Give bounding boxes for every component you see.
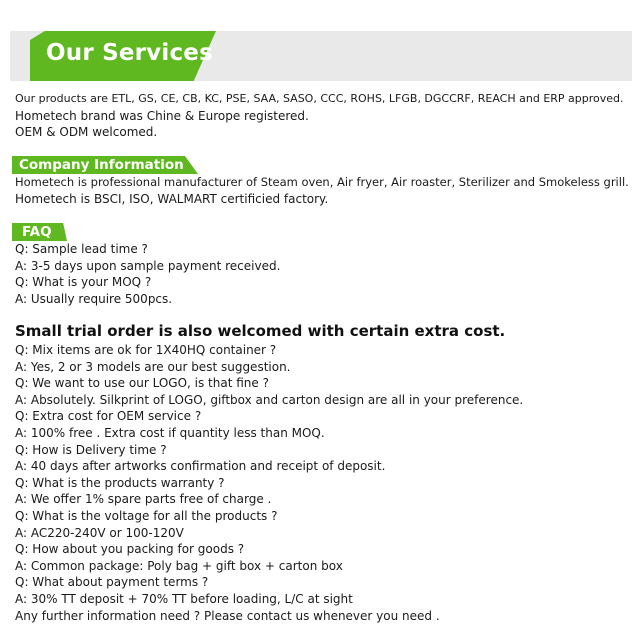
trial-line: A: 40 days after artworks confirmation and receipt of deposit.	[15, 459, 386, 474]
company-text	[15, 174, 629, 207]
trial-line: A: AC220-240V or 100-120V	[15, 525, 184, 540]
trial-line: Q: How is Delivery time ?	[15, 442, 167, 457]
services-line: Hometech brand was Chine & Europe registered.	[15, 108, 309, 123]
trial-line: A: Common package: Poly bag + gift box + carton box	[15, 558, 343, 573]
services-line: OEM & ODM welcomed.	[15, 125, 158, 140]
trial-line: A: 30% TT deposit + 70% TT before loading, L/C at sight	[15, 591, 353, 606]
trial-heading: Small trial order is also welcomed with certain extra cost.	[15, 322, 506, 340]
trial-line: Q: What is the products warranty ?	[15, 475, 225, 490]
trial-line: Any further information need ? Please contact us whenever you need .	[15, 608, 440, 623]
faq-line: A: Usually require 500pcs.	[15, 291, 173, 306]
trial-line: Q: How about you packing for goods ?	[15, 542, 245, 557]
trial-line: A: Absolutely. Silkprint of LOGO, giftbox and carton design are all in your preference.	[15, 392, 524, 407]
faq-line: A: 3-5 days upon sample payment received.	[15, 258, 281, 273]
faq-line: Q: Sample lead time ?	[15, 242, 148, 256]
services-title: Our Services	[46, 40, 213, 66]
faq-title: FAQ	[22, 224, 52, 240]
company-line: Hometech is BSCI, ISO, WALMART certificied factory.	[15, 191, 329, 206]
faq-text	[15, 241, 280, 307]
trial-line: Q: What is the voltage for all the products ?	[15, 508, 278, 523]
trial-line: A: Yes, 2 or 3 models are our best suggestion.	[15, 359, 291, 374]
services-banner	[10, 31, 632, 81]
trial-text	[15, 342, 523, 624]
trial-line: A: 100% free . Extra cost if quantity less than MOQ.	[15, 425, 325, 440]
trial-line: A: We offer 1% spare parts free of charge .	[15, 492, 272, 507]
trial-line: Q: We want to use our LOGO, is that fine ?	[15, 376, 269, 391]
services-text	[15, 91, 624, 141]
company-line: Hometech is professional manufacturer of Steam oven, Air fryer, Air roaster, Sterilizer and Smokeless grill.	[15, 175, 629, 189]
trial-line: Q: Mix items are ok for 1X40HQ container ?	[15, 343, 277, 357]
trial-line: Q: What about payment terms ?	[15, 575, 209, 590]
faq-line: Q: What is your MOQ ?	[15, 275, 152, 290]
services-line: Our products are ETL, GS, CE, CB, KC, PSE, SAA, SASO, CCC, ROHS, LFGB, DGCCRF, REACH and ERP approved.	[15, 92, 624, 105]
trial-line: Q: Extra cost for OEM service ?	[15, 409, 202, 424]
company-title: Company Information	[19, 157, 184, 173]
